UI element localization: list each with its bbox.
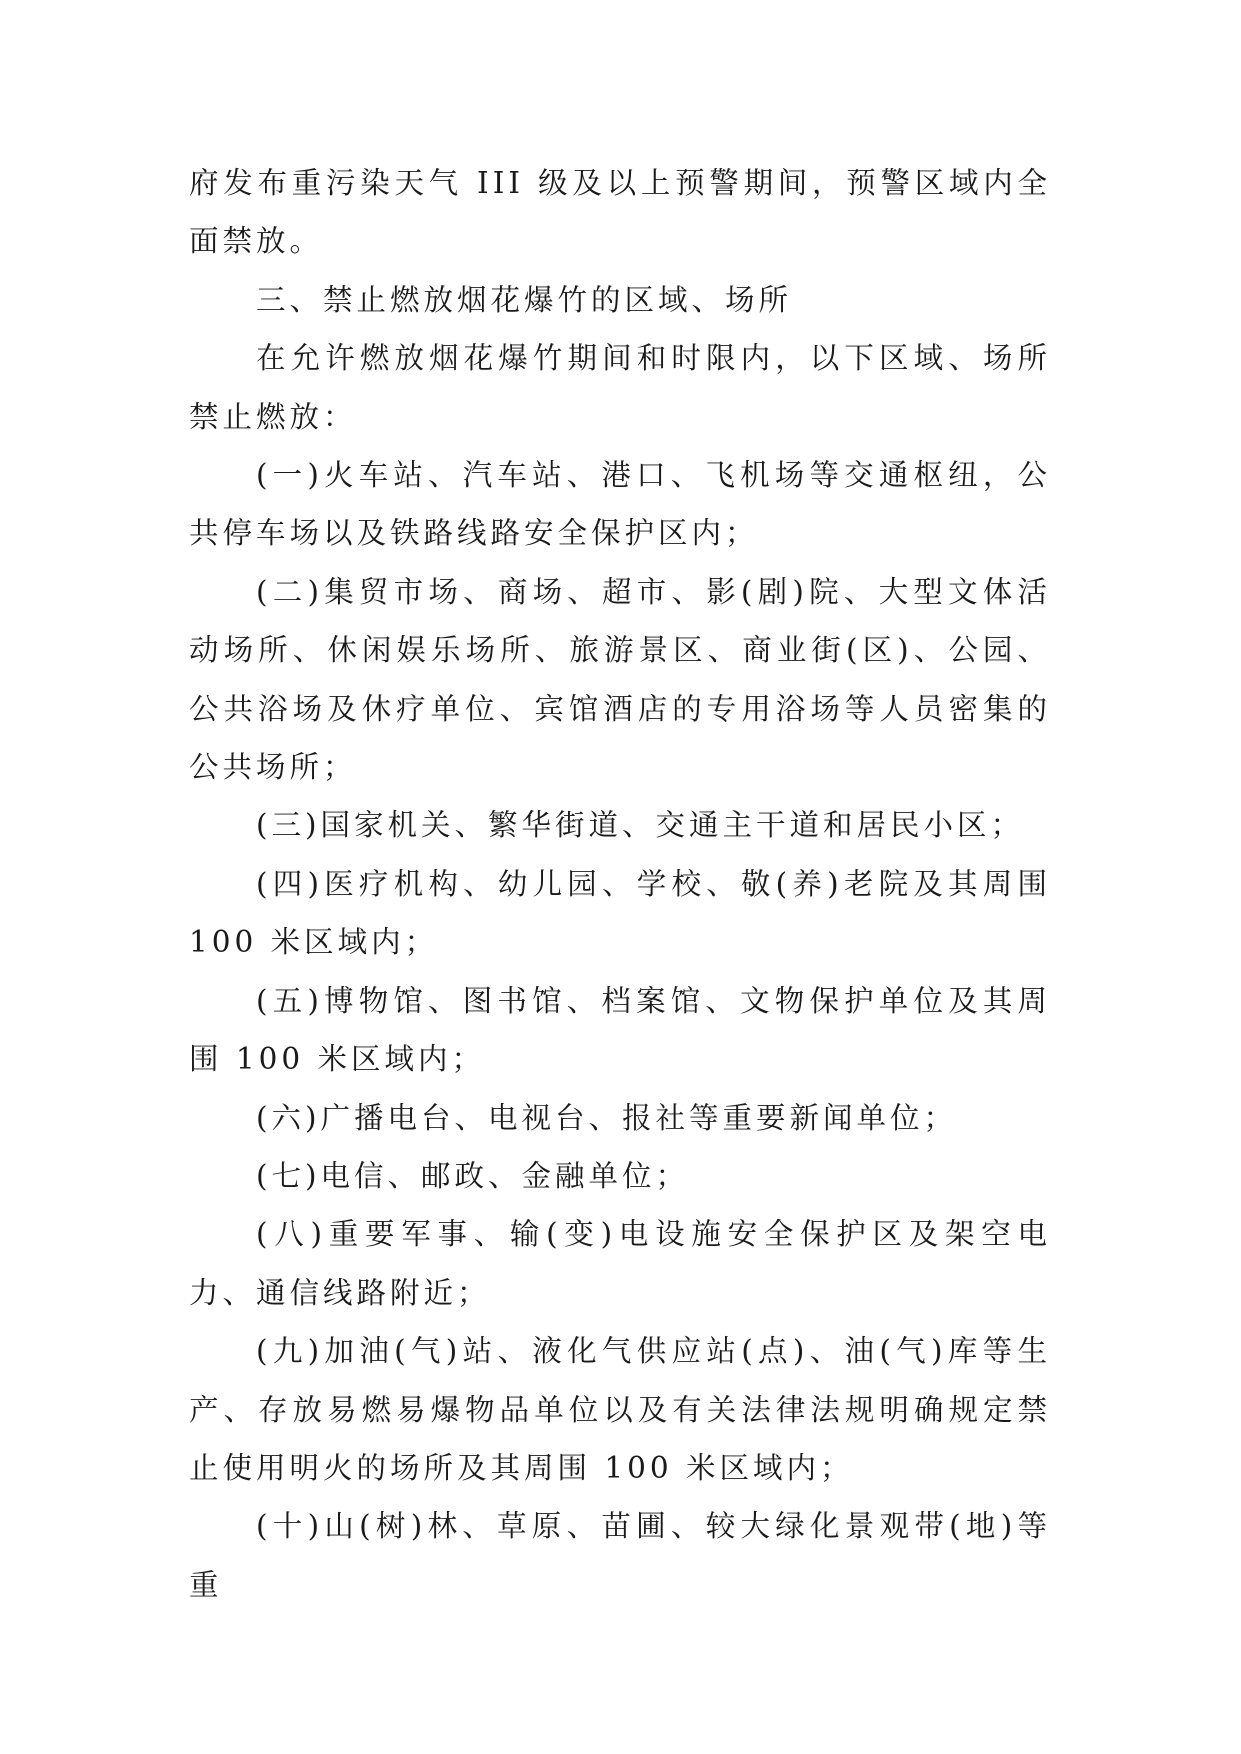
list-item-1: (一)火车站、汽车站、港口、飞机场等交通枢纽，公共停车场以及铁路线路安全保护区内； — [189, 458, 1051, 551]
section-heading: 三、禁止燃放烟花爆竹的区域、场所 — [256, 282, 793, 317]
list-item-4: (四)医疗机构、幼儿园、学校、敬(养)老院及其周围 100 米区域内； — [189, 866, 1051, 960]
list-item-5: (五)博物馆、图书馆、档案馆、文物保护单位及其周围 100 米区域内； — [189, 983, 1051, 1077]
list-item-9: (九)加油(气)站、液化气供应站(点)、油(气)库等生产、存放易燃易爆物品单位以及有关法律法规明确规定禁止使用明火的场所及其周围 100 米区域内； — [189, 1334, 1051, 1485]
list-item-10: (十)山(树)林、草原、苗圃、较大绿化景观带(地)等重 — [189, 1509, 1051, 1602]
list-item-2: (二)集贸市场、商场、超市、影(剧)院、大型文体活动场所、休闲娱乐场所、旅游景区、商业街(区)、公园、公共浴场及休疗单位、宾馆酒店的专用浴场等人员密集的公共场所； — [189, 574, 1051, 785]
list-item-6: (六)广播电台、电视台、报社等重要新闻单位； — [256, 1100, 958, 1135]
paragraph-intro: 在允许燃放烟花爆竹期间和时限内，以下区域、场所禁止燃放： — [189, 341, 1051, 434]
paragraph-continuation: 府发布重污染天气 III 级及以上预警期间，预警区域内全面禁放。 — [189, 166, 1051, 259]
list-item-8: (八)重要军事、输(变)电设施安全保护区及架空电力、通信线路附近； — [189, 1217, 1051, 1310]
list-item-3: (三)国家机关、繁华街道、交通主干道和居民小区； — [256, 808, 1025, 843]
document-body — [189, 154, 1051, 1614]
list-item-7: (七)电信、邮政、金融单位； — [256, 1158, 690, 1193]
